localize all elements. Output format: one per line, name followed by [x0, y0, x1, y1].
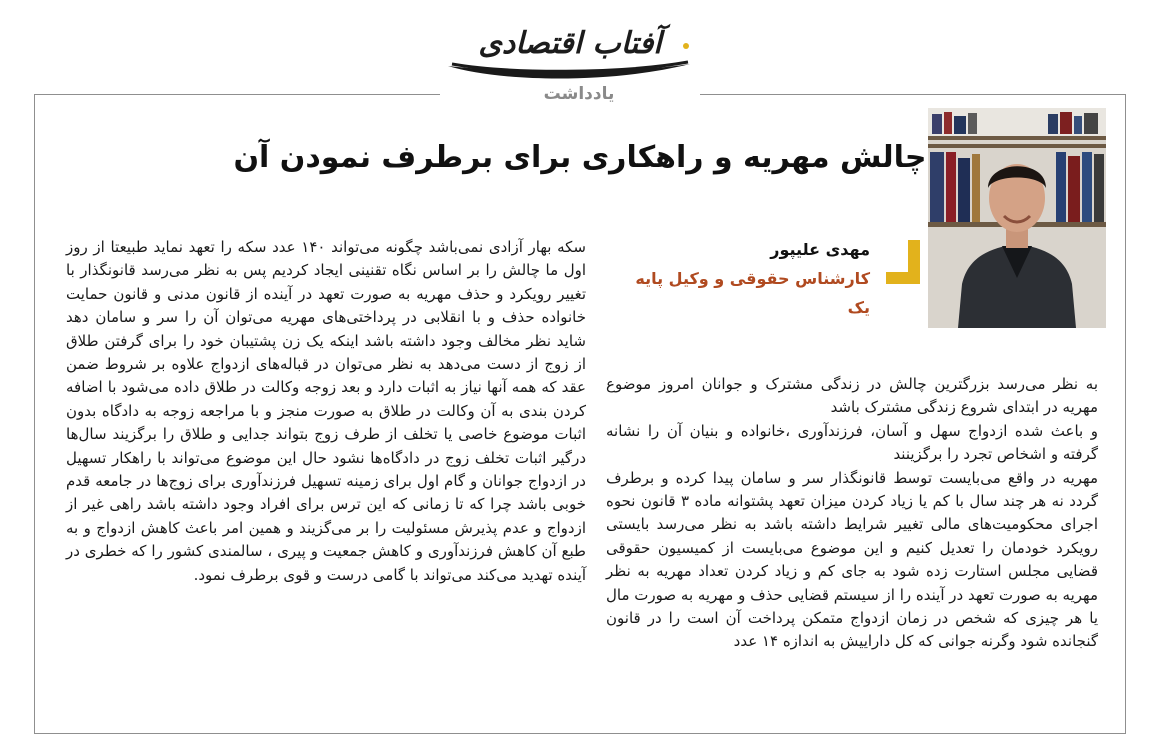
paragraph: و باعث شده ازدواج سهل و آسان، فرزندآوری ،خانواده و بنیان آن را نشانه گرفته و اشخاص تجرد را برگزینند	[606, 421, 1098, 464]
article-column-left	[66, 236, 586, 587]
byline-bracket-icon	[886, 240, 920, 284]
author-name: مهدی علیپور	[770, 240, 870, 259]
author-byline	[620, 236, 920, 326]
masthead	[440, 8, 700, 108]
section-label: یادداشت	[543, 84, 615, 104]
paragraph: مهریه در واقع می‌بایست توسط قانونگذار سر و سامان پیدا کرده و برطرف گردد نه هر چند سال با کم یا زیاد کردن میزان تعهد پشتوانه ماده ۳ قانون نحوه اجرای محکومیت‌های مالی تغییر شرایط داشته باشد به نظر می‌رسد بایستی رویکرد خودمان را تعدیل کنیم و این موضوع می‌بایست از کمیسیون حقوقی قضایی مجلس استارت زده شود به جای کم و زیاد کردن تعداد مهریه به نظر مهریه به صورت تعهد در آینده را از سیستم قضایی حذف و مهریه به صورت مال یا هر چیزی که شخص در زمان ازدواج متمکن پرداخت آن است را در قانون گنجانده شود وگرنه جوانی که کل داراییش به اندازه ۱۴ عدد	[606, 468, 1098, 651]
author-photo	[928, 108, 1106, 328]
author-title: کارشناس حقوقی و وکیل پایه یک	[635, 269, 870, 317]
paragraph: سکه بهار آزادی نمی‌باشد چگونه می‌تواند ۱۴۰ عدد سکه را تعهد نماید طبیعتا از روز اول ما چالش را بر اساس نگاه تقنینی ایجاد کردیم پس به نظر می‌رسد قانونگذار با تغییر رویکرد و حذف مهریه به صورت تعهد در آینده از قانون مدنی و قانون حمایت خانواده حذف و با انقلابی در پرداختی‌های مهریه می‌توان آن را سر و سامان دهد شاید نظر مخالف وجود داشته باشد اینکه یک زن پشتیبان خود را برای گرفتن طلاق از زوج از دست می‌دهد به نظر می‌توان در قباله‌های ازدواج علاوه بر شروط ضمن عقد که همه آنها نیاز به اثبات دارد و بعد زوجه وکالت در طلاق داده می‌شود با اضافه کردن بندی به آن وکالت در طلاق به صورت منجز و با مراجعه زوجه به دادگاه بدون اثبات موضوع خاصی یا تخلف از طرف زوج بتواند جدایی و طلاق را برگزیند سال‌ها درگیر اثبات تخلف زوج در دادگاه‌ها نشود حال این موضوع می‌تواند با راهکار تسهیل در ازدواج جوانان و گام اول برای زمینه تسهیل فرزندآوری برای زوج‌ها در جامعه قدم خوبی باشد چرا که تا زمانی که این ترس برای افراد وجود داشته باشد راهی غیر از ازدواج و عدم پذیرش مسئولیت را بر می‌گزیند و همین امر باعث کاهش ازدواج و به طبع آن کاهش فرزندآوری و کاهش جمعیت و پیری ، سالمندی کشور را که خطری در آینده تهدید می‌کند می‌تواند با گامی درست و قوی برطرف نمود.	[66, 238, 586, 584]
author-portrait-icon	[928, 108, 1106, 328]
article-column-right	[606, 373, 1098, 654]
headline: چالش مهریه و راهکاری برای برطرف نمودن آن	[233, 140, 927, 175]
logo-text: آفتاب اقتصادی	[478, 26, 662, 61]
paragraph: به نظر می‌رسد بزرگترین چالش در زندگی مشترک و جوانان امروز موضوع مهریه در ابتدای شروع زندگی مشترک باشد	[606, 375, 1098, 417]
